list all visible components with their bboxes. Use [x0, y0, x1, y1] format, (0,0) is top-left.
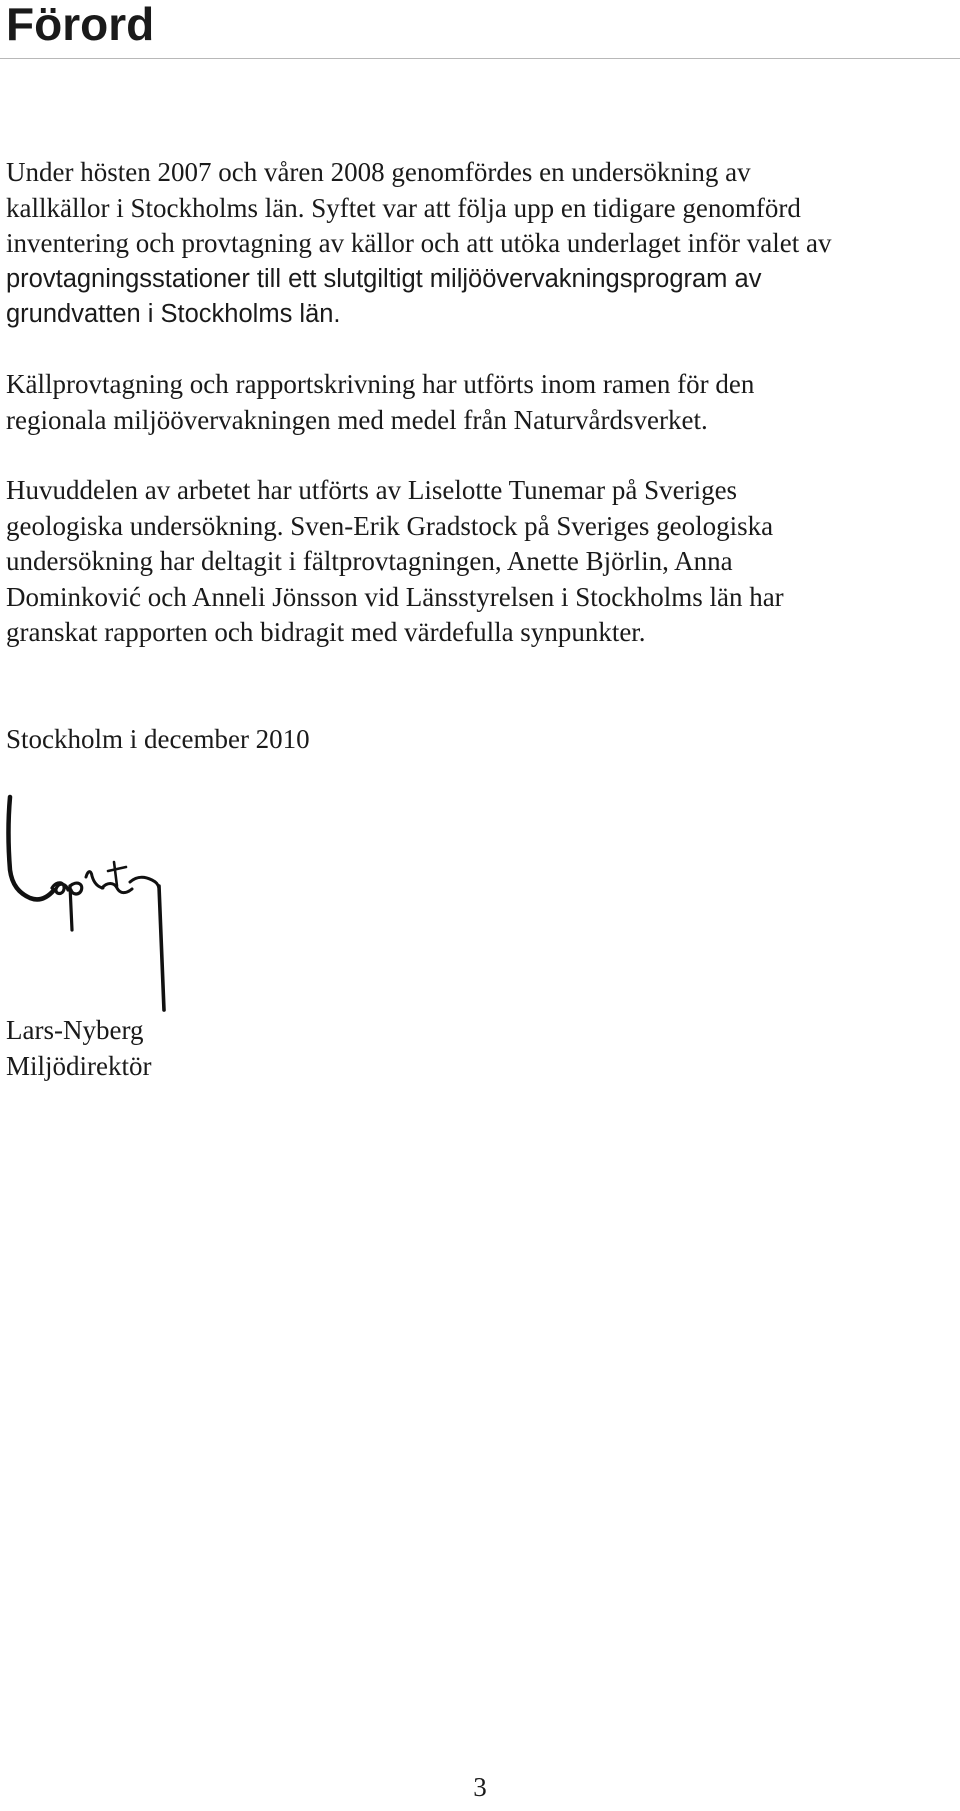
foreword-paragraph-3: [6, 473, 956, 651]
text-line: undersökning har deltagit i fältprovtagningen, Anette Björlin, Anna: [6, 546, 733, 576]
signatory-title: Miljödirektör: [6, 1050, 152, 1081]
text-line: Källprovtagning och rapportskrivning har utförts inom ramen för den: [6, 369, 755, 399]
text-line: Huvuddelen av arbetet har utförts av Liselotte Tunemar på Sveriges: [6, 475, 738, 505]
text-line: granskat rapporten och bidragit med värdefulla synpunkter.: [6, 617, 646, 647]
page-number: 3: [473, 1772, 487, 1802]
text-line: inventering och provtagning av källor och att utöka underlaget inför valet av: [6, 228, 832, 258]
text-line: grundvatten i Stockholms län.: [6, 300, 341, 328]
handwritten-signature: [4, 790, 182, 1015]
signatory-block: [6, 1013, 956, 1084]
text-line: kallkällor i Stockholms län. Syftet var att följa upp en tidigare genomförd: [6, 192, 801, 223]
text-line: Dominković och Anneli Jönsson vid Länsstyrelsen i Stockholms län har: [6, 581, 784, 612]
text-line: provtagningsstationer till ett slutgiltigt miljöövervakningsprogram av: [6, 264, 762, 293]
page-heading: Förord: [6, 0, 155, 50]
foreword-paragraph-2: [6, 367, 956, 438]
text-line: geologiska undersökning. Sven-Erik Gradstock på Sveriges geologiska: [6, 510, 774, 541]
foreword-paragraph-1: [6, 155, 956, 333]
text-line: Under hösten 2007 och våren 2008 genomfördes en undersökning av: [6, 157, 751, 187]
signatory-name: Lars-Nyberg: [6, 1015, 144, 1045]
place-date-text: Stockholm i december 2010: [6, 724, 310, 754]
text-line: regionala miljöövervakningen med medel från Naturvårdsverket.: [6, 404, 708, 435]
heading-divider: [0, 58, 960, 59]
place-and-date: [6, 722, 956, 758]
